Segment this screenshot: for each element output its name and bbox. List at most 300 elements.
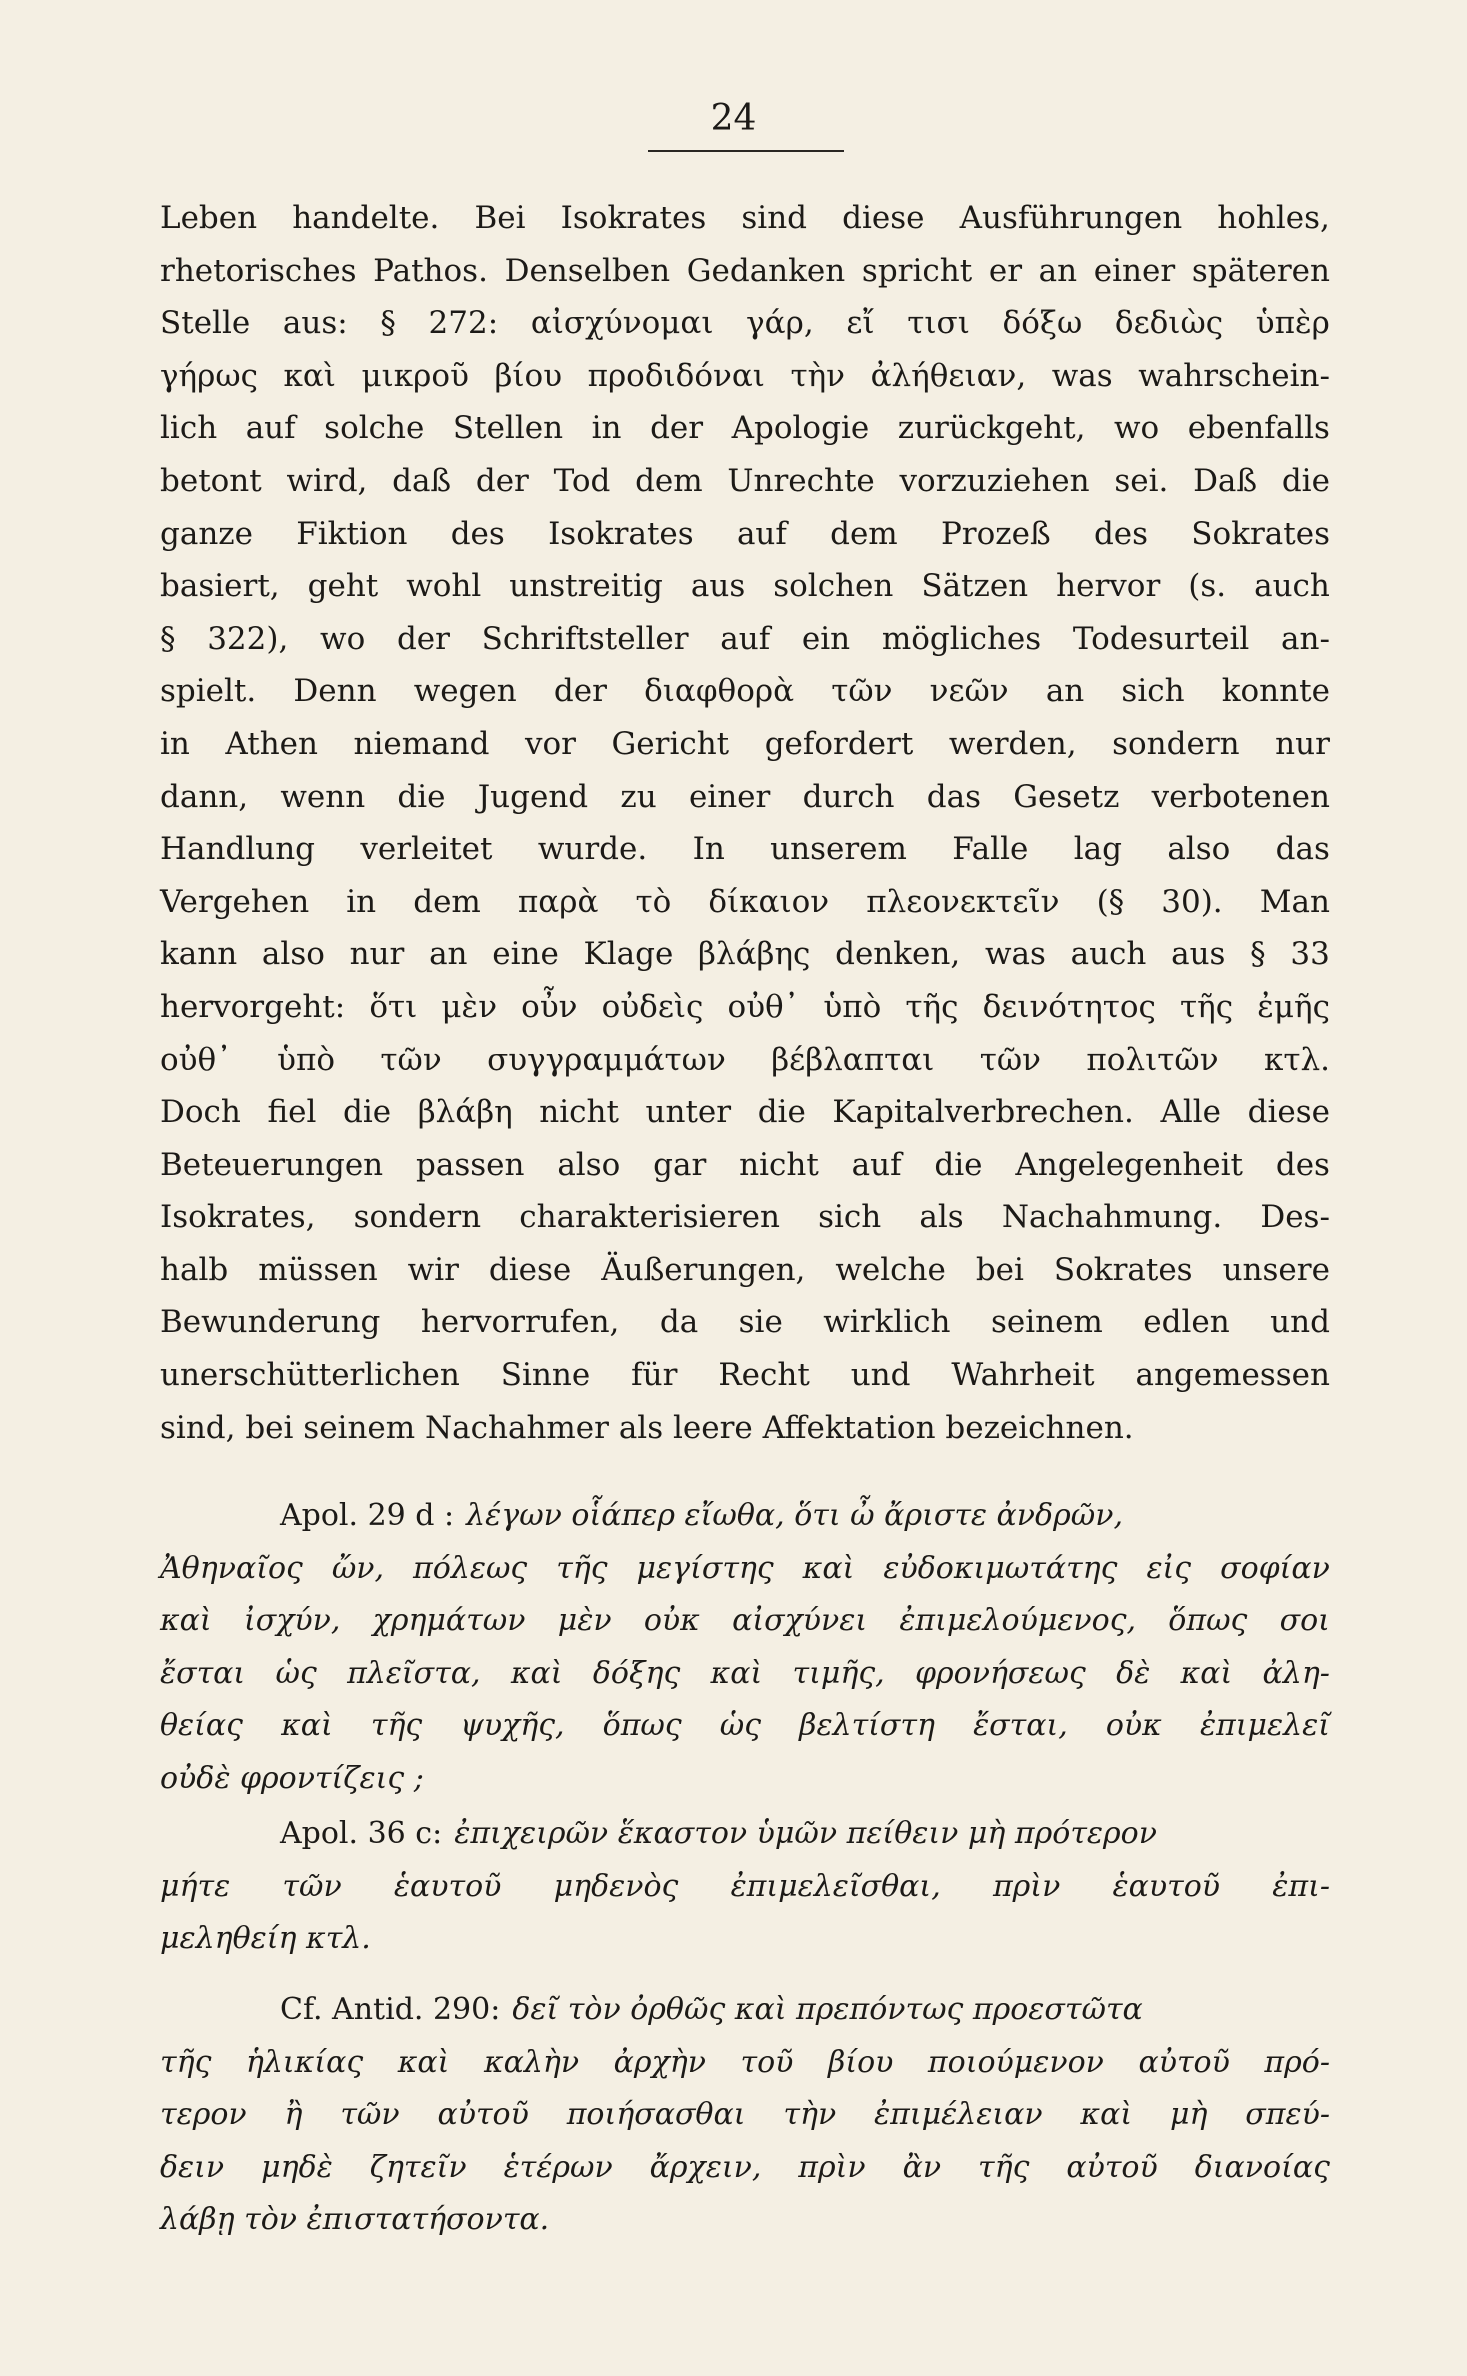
word: verleitet xyxy=(360,831,493,868)
word: καὶ xyxy=(283,357,336,394)
word: denken, xyxy=(835,936,961,973)
word: in xyxy=(346,883,377,920)
text-line xyxy=(160,981,1330,1034)
word: diese xyxy=(1247,1094,1330,1131)
word: καὶ xyxy=(510,1655,563,1691)
word: γάρ, xyxy=(746,305,814,342)
word: οὖν xyxy=(521,988,578,1025)
word: ἀρχὴν xyxy=(613,2044,706,2080)
word: ἔσται, xyxy=(973,1708,1068,1744)
word: hervorgeht: xyxy=(160,988,346,1025)
word: charakterisieren xyxy=(519,1199,780,1236)
word: κτλ. xyxy=(1263,1041,1330,1078)
word: sich xyxy=(818,1199,882,1236)
quote-reference: Apol. 29 d : xyxy=(280,1498,455,1533)
word: in xyxy=(160,725,190,762)
word: Falle xyxy=(952,831,1029,868)
quote-line xyxy=(160,1861,1330,1914)
word: ebenfalls xyxy=(1187,410,1330,447)
word: αὐτοῦ xyxy=(1138,2044,1230,2080)
word: Wahrheit xyxy=(951,1357,1095,1394)
word: Gesetz xyxy=(1013,778,1120,815)
word: unsere xyxy=(1222,1251,1330,1288)
word: ἑαυτοῦ xyxy=(393,1868,502,1904)
word: diese xyxy=(842,200,925,236)
word: ποιήσασθαι xyxy=(566,2097,746,2133)
text-line xyxy=(160,1139,1330,1192)
text-line xyxy=(160,1349,1330,1402)
quote-reference: Apol. 36 c: xyxy=(280,1816,443,1851)
word: ἐπιμέλειαν xyxy=(874,2097,1043,2133)
word: verbotenen xyxy=(1151,778,1330,815)
word: Angelegenheit xyxy=(1015,1146,1244,1183)
word: τερον xyxy=(160,2097,247,2133)
word: eine xyxy=(492,936,559,973)
word: dem xyxy=(830,515,898,552)
word: καὶ xyxy=(802,1550,855,1586)
quote-line xyxy=(160,1648,1330,1701)
word: ἐπιμελεῖσθαι, xyxy=(730,1868,941,1904)
quote-line xyxy=(160,1543,1330,1596)
word: fiel xyxy=(267,1094,317,1131)
word: μικροῦ xyxy=(361,357,469,394)
word: ὅπως xyxy=(602,1708,682,1744)
quote-apol-29d xyxy=(160,1490,1330,1806)
word: οὐκ xyxy=(1105,1708,1162,1744)
word: πλεῖστα, xyxy=(347,1655,481,1691)
word: unserem xyxy=(770,831,907,868)
word: Unrechte xyxy=(727,462,875,499)
word: und xyxy=(850,1357,911,1394)
quote-line xyxy=(160,2142,1330,2195)
word: auf xyxy=(736,515,787,552)
word: des xyxy=(1093,515,1149,552)
word: ὡς xyxy=(275,1655,317,1691)
word: das xyxy=(1275,831,1330,868)
word: Sinne xyxy=(500,1357,591,1394)
word: Sokrates xyxy=(1191,515,1330,552)
word: τῶν xyxy=(831,673,893,710)
quote-line xyxy=(160,1808,1330,1861)
word: παρὰ xyxy=(517,883,599,920)
word: nicht xyxy=(739,1146,819,1183)
word: Bei xyxy=(474,200,526,236)
text-line xyxy=(160,928,1330,981)
text-line xyxy=(160,1244,1330,1297)
word: πρὶν xyxy=(992,1868,1061,1904)
word: βίου xyxy=(827,2044,894,2080)
word: ὅτι xyxy=(369,988,418,1025)
word: unerschütterlichen xyxy=(160,1357,460,1394)
word: ζητεῖν xyxy=(369,2149,467,2185)
word: Isokrates xyxy=(560,200,707,236)
word: βελτίστη xyxy=(799,1708,935,1744)
word: nur xyxy=(349,936,405,973)
word: προδιδόναι xyxy=(587,357,765,394)
word: φρονήσεως xyxy=(915,1655,1086,1691)
word: wird, xyxy=(286,462,368,499)
word: die xyxy=(757,1094,806,1131)
word: καὶ xyxy=(1080,2097,1133,2133)
word: μὲν xyxy=(441,988,498,1025)
word: ὑπὸ xyxy=(277,1041,335,1078)
word: μεγίστης xyxy=(636,1550,774,1586)
word: ὡς xyxy=(719,1708,762,1744)
word: τῆς xyxy=(978,2149,1030,2185)
word: δειν xyxy=(160,2149,225,2185)
word: wohl xyxy=(406,568,482,605)
word: edlen xyxy=(1143,1304,1230,1341)
word: Stellen xyxy=(452,410,564,447)
text-line xyxy=(160,718,1330,771)
word: Pathos. xyxy=(373,252,488,289)
word: Stelle xyxy=(160,305,251,342)
word: lag xyxy=(1073,831,1122,868)
word: αἰσχύνομαι xyxy=(530,305,714,342)
word: Sokrates xyxy=(1053,1251,1193,1288)
word: sind xyxy=(741,200,808,236)
word: aus xyxy=(1171,936,1226,973)
word: sie xyxy=(738,1304,783,1341)
text-line xyxy=(160,455,1330,508)
word: § xyxy=(380,305,396,342)
word: ὑπὲρ xyxy=(1255,305,1330,342)
word: οὐδεὶς xyxy=(601,988,704,1025)
word: Tod xyxy=(553,462,611,499)
word: σοφίαν xyxy=(1220,1550,1330,1586)
text-line xyxy=(160,508,1330,561)
word: gefordert xyxy=(764,725,914,762)
word: 272: xyxy=(428,305,499,342)
word: da xyxy=(659,1304,699,1341)
text-line xyxy=(160,1296,1330,1349)
page-number: 24 xyxy=(710,98,757,139)
word: (§ xyxy=(1096,883,1125,920)
word: νεῶν xyxy=(929,673,1009,710)
word: Fiktion xyxy=(296,515,408,552)
word: ἀλήθειαν, xyxy=(870,357,1027,394)
word: βλάβη xyxy=(417,1094,513,1131)
word: was xyxy=(984,936,1046,973)
word: halb xyxy=(160,1251,229,1288)
word: Prozeß xyxy=(940,515,1051,552)
word: σπεύ- xyxy=(1245,2097,1330,2133)
word: Gericht xyxy=(611,725,730,762)
word: μὲν xyxy=(557,1603,612,1639)
word: τὸ xyxy=(635,883,672,920)
word: πλεονεκτεῖν xyxy=(866,883,1060,920)
word: τισι xyxy=(907,305,970,342)
word: aus xyxy=(690,568,746,605)
quote-line xyxy=(160,1490,1330,1543)
word: τὴν xyxy=(783,2097,837,2133)
word: καλὴν xyxy=(483,2044,580,2080)
word: Ἀθηναῖος xyxy=(160,1550,303,1586)
quote-text: ἐπιχειρῶν ἕκαστον ὑμῶν πείθειν μὴ πρότερον xyxy=(454,1816,1157,1851)
word: ἐπιμελεῖ xyxy=(1199,1708,1330,1744)
word: zurückgeht, xyxy=(897,410,1086,447)
word: ἐπι- xyxy=(1272,1868,1330,1904)
word: die xyxy=(397,778,446,815)
word: an xyxy=(429,936,468,973)
word: solche xyxy=(324,410,425,447)
word: gar xyxy=(653,1146,707,1183)
word: τῆς xyxy=(1180,988,1234,1025)
text-line xyxy=(160,823,1330,876)
quote-apol-36c xyxy=(160,1808,1330,1966)
word: διανοίας xyxy=(1194,2149,1330,2185)
word: unter xyxy=(645,1094,732,1131)
word: hohles, xyxy=(1217,200,1330,236)
word: kann xyxy=(160,936,238,973)
text-line xyxy=(160,350,1330,403)
word: auf xyxy=(720,620,771,657)
word: τῶν xyxy=(979,1041,1042,1078)
word: τῶν xyxy=(340,2097,400,2133)
text-line xyxy=(160,192,1330,245)
word: δεδιὼς xyxy=(1114,305,1224,342)
word: ἂν xyxy=(902,2149,942,2185)
quote-line: λάβῃ τὸν ἐπιστατήσοντα. xyxy=(160,2202,550,2238)
quote-reference: Cf. Antid. 290: xyxy=(280,1992,501,2027)
word: wir xyxy=(407,1251,459,1288)
word: ὑπὸ xyxy=(823,988,882,1025)
word: θείας xyxy=(160,1708,243,1744)
word: an xyxy=(1045,673,1085,710)
word: τιμῆς, xyxy=(792,1655,885,1691)
word: unstreitig xyxy=(509,568,663,605)
word: Klage xyxy=(583,936,674,973)
word: Handlung xyxy=(160,831,316,868)
word: μὴ xyxy=(1169,2097,1208,2133)
word: wenn xyxy=(280,778,366,815)
word: τῆς xyxy=(160,2044,212,2080)
word: wegen xyxy=(413,673,517,710)
word: § xyxy=(160,620,176,657)
word: οὐκ xyxy=(643,1603,700,1639)
text-line xyxy=(160,1191,1330,1244)
word: an xyxy=(1038,252,1078,289)
word: τῶν xyxy=(380,1041,442,1078)
word: späteren xyxy=(1191,252,1330,289)
word: ἔσται xyxy=(160,1655,246,1691)
text-line xyxy=(160,876,1330,929)
word: des xyxy=(1275,1146,1330,1183)
word: Vergehen xyxy=(160,883,310,920)
word: angemessen xyxy=(1135,1357,1330,1394)
word: δὲ xyxy=(1116,1655,1151,1691)
word: dann, xyxy=(160,778,249,815)
word: δόξω xyxy=(1002,305,1083,342)
word: μηδὲ xyxy=(261,2149,333,2185)
word: was xyxy=(1051,357,1113,394)
word: geht xyxy=(307,568,379,605)
word: als xyxy=(919,1199,964,1236)
text-line xyxy=(160,245,1330,298)
word: § xyxy=(1250,936,1266,973)
word: τῆς xyxy=(370,1708,423,1744)
text-line: sind, bei seinem Nachahmer als leere Affektation bezeichnen. xyxy=(160,1409,1134,1446)
word: auf xyxy=(245,410,296,447)
word: hervorrufen, xyxy=(420,1304,620,1341)
word: τὴν xyxy=(790,357,846,394)
word: ἐπιμελούμενος, xyxy=(899,1603,1137,1639)
quote-line xyxy=(160,1700,1330,1753)
word: sondern xyxy=(1112,725,1240,762)
word: lich xyxy=(160,410,218,447)
word: Gedanken xyxy=(686,252,846,289)
quote-line: οὐδὲ φροντίζεις ; xyxy=(160,1760,424,1796)
text-line xyxy=(160,613,1330,666)
word: ἀλη- xyxy=(1262,1655,1330,1691)
header-rule xyxy=(648,150,844,152)
word: nur xyxy=(1275,725,1330,762)
word: bei xyxy=(975,1251,1024,1288)
word: ἢ xyxy=(284,2097,303,2133)
word: (s. xyxy=(1188,568,1227,605)
word: nicht xyxy=(539,1094,619,1131)
word: auf xyxy=(851,1146,902,1183)
word: καὶ xyxy=(710,1655,763,1691)
word: ἑαυτοῦ xyxy=(1112,1868,1221,1904)
word: dem xyxy=(413,883,481,920)
main-paragraph xyxy=(160,192,1330,1454)
word: πόλεως xyxy=(413,1550,528,1586)
word: rhetorisches xyxy=(160,252,357,289)
word: er xyxy=(988,252,1023,289)
word: wo xyxy=(1114,410,1160,447)
word: seinem xyxy=(990,1304,1103,1341)
word: πρὶν xyxy=(798,2149,866,2185)
word: ὤν, xyxy=(331,1550,385,1586)
word: ἡλικίας xyxy=(245,2044,364,2080)
word: τῆς xyxy=(556,1550,608,1586)
word: Daß xyxy=(1193,462,1258,499)
word: diese xyxy=(488,1251,572,1288)
word: Todesurteil xyxy=(1072,620,1250,657)
word: Recht xyxy=(718,1357,810,1394)
word: werden, xyxy=(948,725,1077,762)
word: vor xyxy=(524,725,576,762)
word: τῶν xyxy=(282,1868,342,1904)
word: Ausführungen xyxy=(959,200,1183,236)
word: Doch xyxy=(160,1094,241,1131)
word: Denselben xyxy=(504,252,671,289)
word: πολιτῶν xyxy=(1086,1041,1219,1078)
word: Athen xyxy=(225,725,318,762)
word: Man xyxy=(1259,883,1330,920)
word: einer xyxy=(1093,252,1176,289)
word: sei. xyxy=(1114,462,1169,499)
word: καὶ xyxy=(1180,1655,1233,1691)
word: müssen xyxy=(258,1251,378,1288)
word: einer xyxy=(688,778,771,815)
word: die xyxy=(1281,462,1330,499)
word: der xyxy=(553,673,607,710)
word: μηδενὸς xyxy=(553,1868,679,1904)
text-line xyxy=(160,560,1330,613)
word: βίου xyxy=(494,357,563,394)
word: solchen xyxy=(773,568,894,605)
word: διαφθορὰ xyxy=(644,673,795,710)
word: εὐδοκιμωτάτης xyxy=(883,1550,1118,1586)
word: αἰσχύνει xyxy=(732,1603,868,1639)
word: ἐμῆς xyxy=(1257,988,1330,1025)
quote-line xyxy=(160,2089,1330,2142)
word: καὶ xyxy=(281,1708,333,1744)
word: mögliches xyxy=(881,620,1042,657)
word: also xyxy=(261,936,325,973)
word: δίκαιον xyxy=(708,883,830,920)
word: in xyxy=(591,410,622,447)
word: sich xyxy=(1121,673,1185,710)
quote-line xyxy=(160,1595,1330,1648)
word: γήρως xyxy=(160,357,258,394)
quote-line xyxy=(160,2037,1330,2090)
word: οὐθ᾽ xyxy=(160,1041,232,1078)
word: und xyxy=(1270,1304,1330,1341)
quote-line xyxy=(160,1984,1330,2037)
quote-line: μεληθείη κτλ. xyxy=(160,1921,371,1957)
word: hervor xyxy=(1056,568,1161,605)
word: πρό- xyxy=(1264,2044,1330,2080)
word: wirklich xyxy=(823,1304,951,1341)
word: δόξης xyxy=(592,1655,681,1691)
word: εἴ xyxy=(846,305,875,342)
word: wahrschein- xyxy=(1138,357,1330,394)
text-line xyxy=(160,402,1330,455)
word: also xyxy=(1167,831,1231,868)
word: Sätzen xyxy=(921,568,1029,605)
word: 322), xyxy=(207,620,289,657)
word: Alle xyxy=(1160,1094,1221,1131)
word: auch xyxy=(1254,568,1330,605)
word: Denn xyxy=(293,673,377,710)
word: der xyxy=(396,620,450,657)
word: Isokrates, xyxy=(160,1199,316,1236)
word: Äußerungen, xyxy=(601,1251,806,1288)
word: betont xyxy=(160,462,262,499)
word: der xyxy=(650,410,704,447)
word: τοῦ xyxy=(740,2044,794,2080)
word: βλάβης xyxy=(698,936,811,973)
word: 33 xyxy=(1290,936,1330,973)
word: τῆς xyxy=(905,988,959,1025)
word: εἰς xyxy=(1146,1550,1192,1586)
word: die xyxy=(342,1094,392,1131)
word: niemand xyxy=(353,725,490,762)
word: passen xyxy=(416,1146,525,1183)
word: auch xyxy=(1070,936,1147,973)
word: spielt. xyxy=(160,673,257,710)
word: 30). xyxy=(1161,883,1223,920)
word: ἄρχειν, xyxy=(649,2149,762,2185)
word: Nachahmung. xyxy=(1001,1199,1223,1236)
word: βέβλαπται xyxy=(771,1041,935,1078)
word: an- xyxy=(1281,620,1330,657)
word: für xyxy=(631,1357,678,1394)
word: δεινότητος xyxy=(982,988,1156,1025)
word: sondern xyxy=(353,1199,482,1236)
word: χρημάτων xyxy=(372,1603,526,1639)
word: wurde. xyxy=(537,831,648,868)
text-line xyxy=(160,1034,1330,1087)
word: ποιούμενον xyxy=(927,2044,1104,2080)
word: das xyxy=(926,778,982,815)
word: spricht xyxy=(861,252,973,289)
word: μήτε xyxy=(160,1868,231,1904)
word: ἑτέρων xyxy=(503,2149,613,2185)
